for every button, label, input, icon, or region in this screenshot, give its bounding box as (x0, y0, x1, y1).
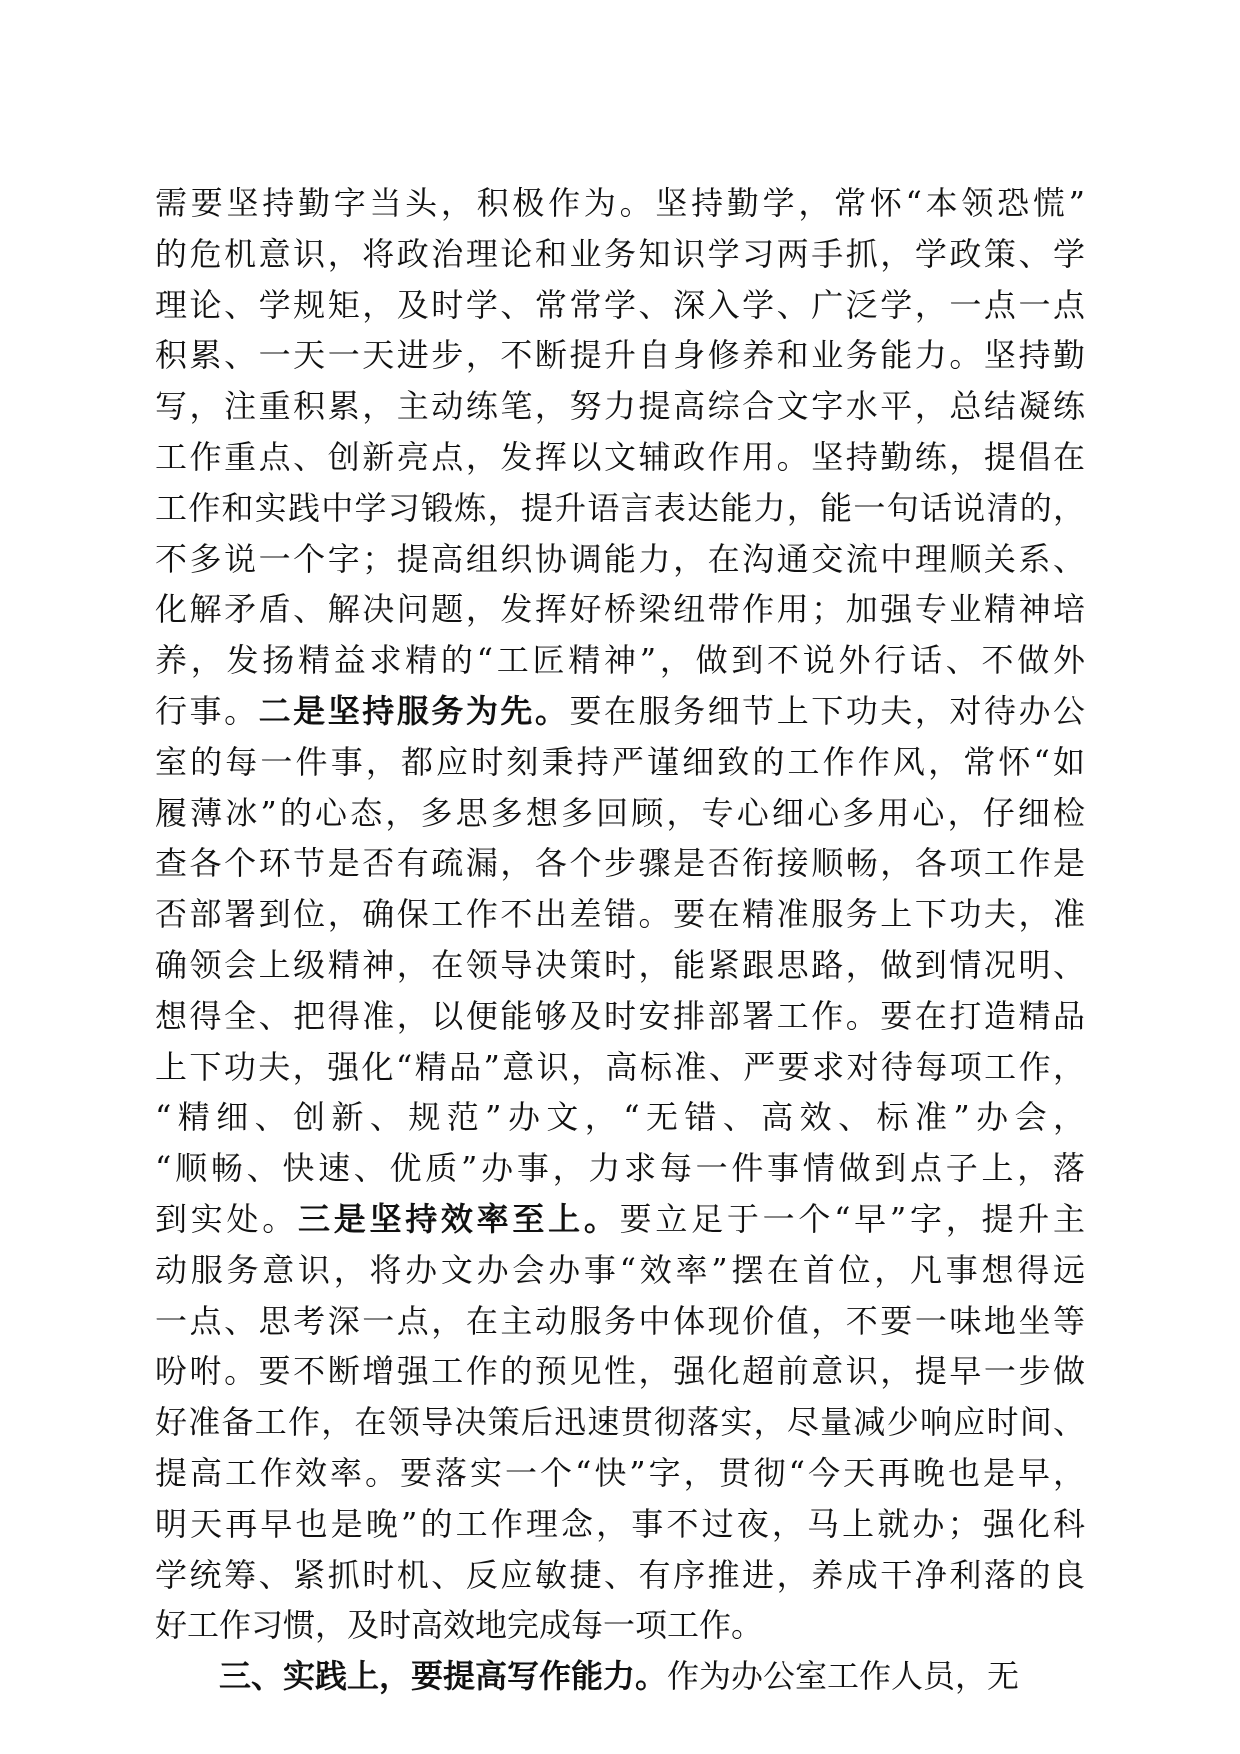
text-line (155, 483, 1085, 534)
text-line (155, 889, 1085, 940)
text-segment: 不多说一个字；提高组织协调能力，在沟通交流中理顺关系、 (155, 539, 1085, 578)
text-segment: 行事。 (155, 691, 259, 730)
text-line (155, 686, 1085, 737)
text-line (155, 584, 1085, 635)
text-line (155, 1092, 1085, 1143)
text-segment: 确领会上级精神，在领导决策时，能紧跟思路，做到情况明、 (155, 945, 1085, 984)
text-segment: 室的每一件事，都应时刻秉持严谨细致的工作作风，常怀“如 (155, 742, 1085, 781)
text-segment: 明天再早也是晚”的工作理念，事不过夜，马上就办；强化科 (155, 1504, 1085, 1543)
text-line (155, 1550, 1085, 1601)
text-line (155, 940, 1085, 991)
text-segment: 一点、思考深一点，在主动服务中体现价值，不要一味地坐等 (155, 1301, 1085, 1340)
text-line (155, 1397, 1085, 1448)
text-segment: 要立足于一个“早”字，提升主 (619, 1199, 1085, 1238)
text-line (155, 991, 1085, 1042)
text-line (155, 1042, 1085, 1093)
text-segment: 好准备工作，在领导决策后迅速贯彻落实，尽量减少响应时间、 (155, 1403, 1085, 1442)
text-line (155, 1245, 1085, 1296)
text-segment: 到实处。 (155, 1199, 298, 1238)
text-segment: 理论、学规矩，及时学、常常学、深入学、广泛学，一点一点 (155, 285, 1085, 324)
text-line (155, 788, 1085, 839)
text-segment: 的危机意识，将政治理论和业务知识学习两手抓，学政策、学 (155, 234, 1085, 273)
text-line (155, 280, 1085, 331)
bold-heading-segment: 三是坚持效率至上。 (297, 1199, 620, 1238)
text-segment: 要在服务细节上下功夫，对待办公 (569, 691, 1085, 730)
text-segment: 化解矛盾、解决问题，发挥好桥梁纽带作用；加强专业精神培 (155, 590, 1085, 629)
text-segment: 查各个环节是否有疏漏，各个步骤是否衔接顺畅，各项工作是 (155, 844, 1085, 883)
text-segment: 学统筹、紧抓时机、反应敏捷、有序推进，养成干净利落的良 (155, 1555, 1085, 1594)
text-line (155, 330, 1085, 381)
text-line (155, 229, 1085, 280)
text-line (155, 1499, 1085, 1550)
text-line (155, 381, 1085, 432)
text-line (155, 1448, 1085, 1499)
bold-heading-segment: 三、实践上，要提高写作能力。 (219, 1657, 668, 1696)
text-segment: “顺畅、快速、优质”办事，力求每一件事情做到点子上，落 (155, 1149, 1085, 1188)
text-segment: 需要坚持勤字当头，积极作为。坚持勤学，常怀“本领恐慌” (155, 184, 1085, 222)
text-segment: 养，发扬精益求精的“工匠精神”，做到不说外行话、不做外 (155, 641, 1085, 680)
text-segment: 写，注重积累，主动练笔，努力提高综合文字水平，总结凝练 (155, 387, 1085, 426)
text-line (155, 1346, 1085, 1397)
text-segment: 积累、一天一天进步，不断提升自身修养和业务能力。坚持勤 (155, 336, 1085, 375)
text-segment: 上下功夫，强化“精品”意识，高标准、严要求对待每项工作， (155, 1047, 1085, 1086)
text-line (155, 178, 1085, 229)
text-line (155, 1651, 1085, 1702)
bold-heading-segment: 二是坚持服务为先。 (258, 691, 570, 730)
text-line (155, 1143, 1085, 1194)
text-segment: 工作重点、创新亮点，发挥以文辅政作用。坚持勤练，提倡在 (155, 437, 1085, 476)
text-line (155, 534, 1085, 585)
text-line (155, 737, 1085, 788)
text-segment: 提高工作效率。要落实一个“快”字，贯彻“今天再晚也是早， (155, 1453, 1085, 1492)
body-text (155, 178, 1085, 1702)
text-segment: 履薄冰”的心态，多思多想多回顾，专心细心多用心，仔细检 (155, 793, 1085, 832)
text-line (155, 1600, 1085, 1651)
text-line (155, 1296, 1085, 1347)
text-segment: 好工作习惯，及时高效地完成每一项工作。 (155, 1606, 764, 1645)
text-segment: 吩咐。要不断增强工作的预见性，强化超前意识，提早一步做 (155, 1352, 1085, 1391)
text-segment: “精细、创新、规范”办文，“无错、高效、标准”办会， (155, 1098, 1085, 1137)
text-line (155, 838, 1085, 889)
text-segment: 想得全、把得准，以便能够及时安排部署工作。要在打造精品 (155, 996, 1085, 1035)
text-segment: 否部署到位，确保工作不出差错。要在精准服务上下功夫，准 (155, 895, 1085, 934)
text-line (155, 1194, 1085, 1245)
text-segment: 作为办公室工作人员，无 (667, 1657, 1020, 1696)
text-segment: 工作和实践中学习锻炼，提升语言表达能力，能一句话说清的， (155, 488, 1085, 527)
text-segment: 动服务意识，将办文办会办事“效率”摆在首位，凡事想得远 (155, 1250, 1085, 1289)
text-line (155, 432, 1085, 483)
text-line (155, 635, 1085, 686)
